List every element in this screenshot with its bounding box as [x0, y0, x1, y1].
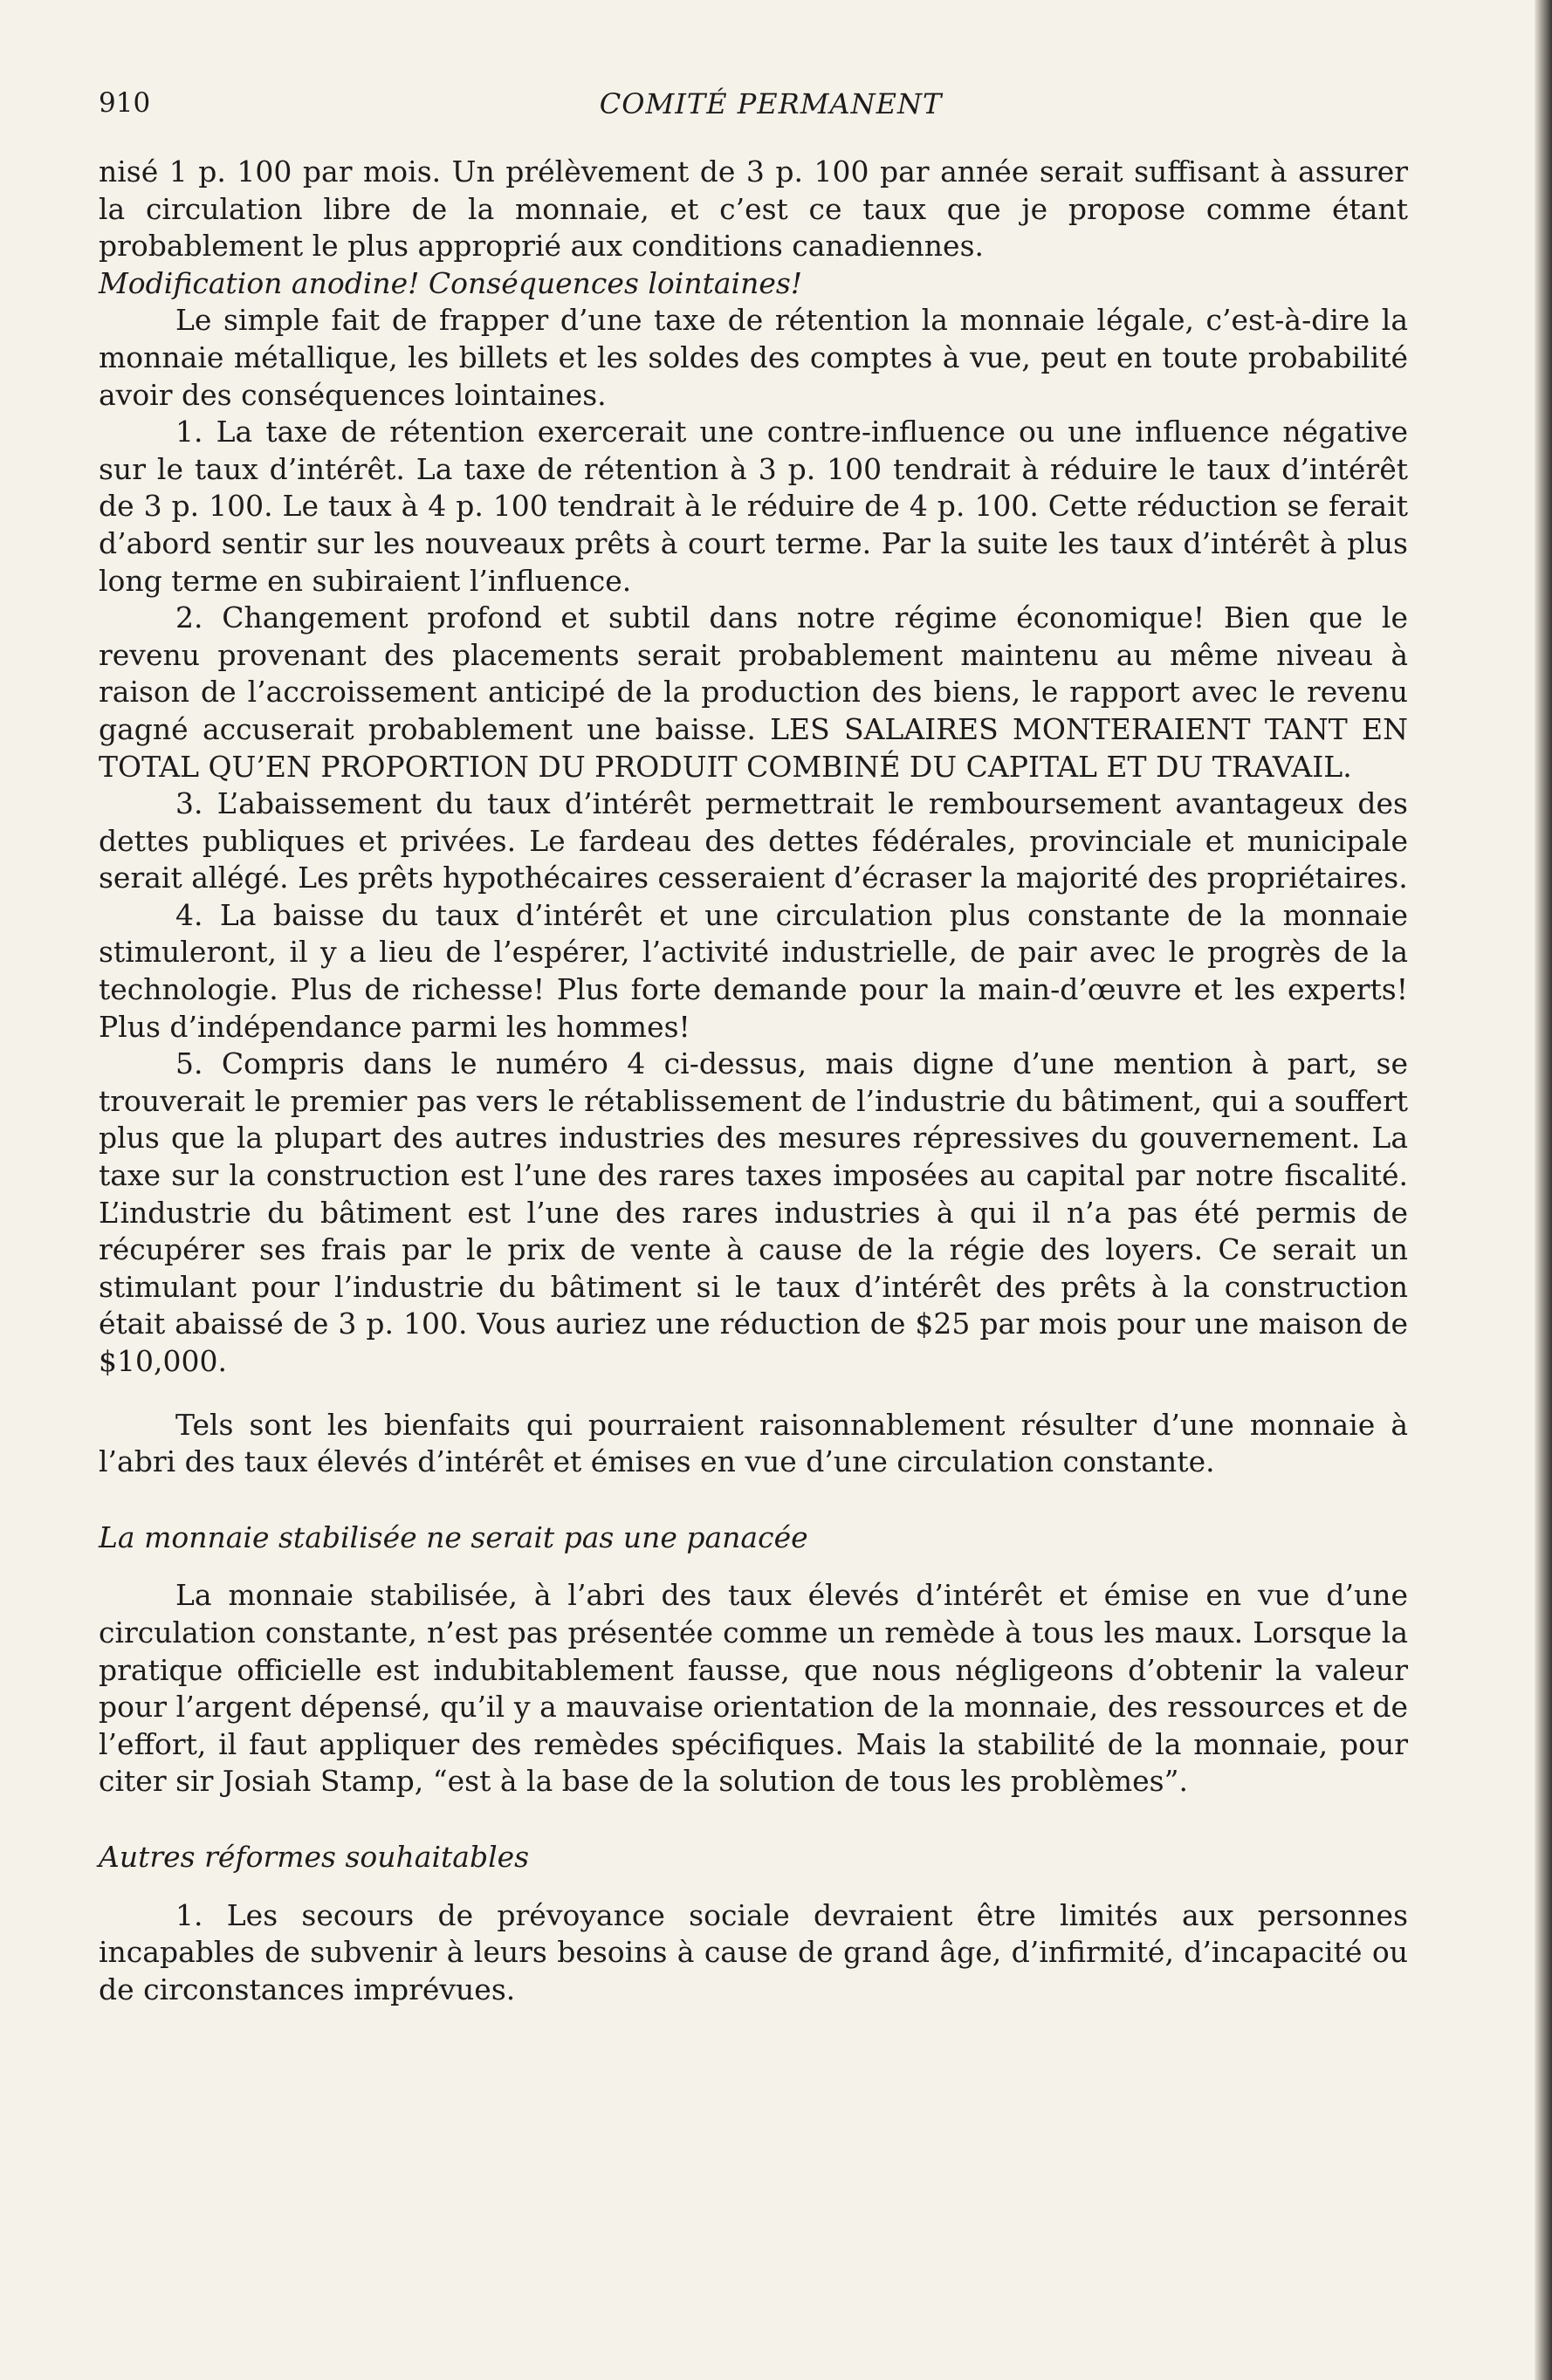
- paragraph: Tels sont les bienfaits qui pourraient raisonnablement résulter d’une monnaie à l’abri des taux élevés d’intérêt et émises en vue d’une circulation constante.: [99, 1407, 1408, 1479]
- paragraph: La monnaie stabilisée, à l’abri des taux élevés d’intérêt et émise en vue d’une circulation constante, n’est pas présentée comme un remède à tous les maux. Lorsque la pratique officielle est indubitablement fausse, que nous négligeons d’obtenir la valeur pour l’argent dépensé, qu’il y a mauvaise orientation de la monnaie, des ressources et de l’effort, il faut appliquer des remèdes spécifiques. Mais la stabilité de la monnaie, pour citer sir Josiah Stamp, “est à la base de la solution de tous les problèmes”.: [99, 1578, 1408, 1799]
- page-number: 910: [99, 87, 151, 119]
- paragraph: 4. La baisse du taux d’intérêt et une circulation plus constante de la monnaie stimuleront, il y a lieu de l’espérer, l’activité industrielle, de pair avec le progrès de la technologie. Plus de richesse! Plus forte demande pour la main-d’œuvre et les experts! Plus d’indépendance parmi les hommes!: [99, 897, 1408, 1044]
- paragraph: 2. Changement profond et subtil dans notre régime économique! Bien que le revenu provenant des placements serait probablement maintenu au même niveau à raison de l’accroissement anticipé de la production des biens, le rapport avec le revenu gagné accuserait probablement une baisse. LES SALAIRES MONTERAIENT TANT EN TOTAL QU’EN PROPORTION DU PRODUIT COMBINÉ DU CAPITAL ET DU TRAVAIL.: [99, 600, 1408, 784]
- page-edge-shadow: [1535, 0, 1552, 2380]
- paragraph: nisé 1 p. 100 par mois. Un prélèvement de 3 p. 100 par année serait suffisant à assurer la circulation libre de la monnaie, et c’est ce taux que je propose comme étant probablement le plus approprié aux conditions canadiennes.: [99, 154, 1408, 264]
- section-heading: Autres réformes souhaitables: [99, 1839, 530, 1874]
- spacer: [99, 1381, 1408, 1407]
- section-heading: Modification anodine! Conséquences lointaines!: [99, 265, 803, 300]
- running-title: COMITÉ PERMANENT: [599, 87, 943, 120]
- paragraph: Le simple fait de frapper d’une taxe de rétention la monnaie légale, c’est-à-dire la monnaie métallique, les billets et les soldes des comptes à vue, peut en toute probabilité avoir des conséquences lointaines.: [99, 303, 1408, 412]
- paragraph: 5. Compris dans le numéro 4 ci-dessus, mais digne d’une mention à part, se trouverait le premier pas vers le rétablissement de l’industrie du bâtiment, qui a souffert plus que la plupart des autres industries des mesures répressives du gouvernement. La taxe sur la construction est l’une des rares taxes imposées au capital par notre fiscalité. L’industrie du bâtiment est l’une des rares industries à qui il n’a pas été permis de récupérer ses frais par le prix de vente à cause de la régie des loyers. Ce serait un stimulant pour l’industrie du bâtiment si le taux d’intérêt des prêts à la construction était abaissé de 3 p. 100. Vous auriez une réduction de $25 par mois pour une maison de $10,000.: [99, 1046, 1408, 1378]
- section-heading: La monnaie stabilisée ne serait pas une panacée: [99, 1519, 808, 1554]
- paragraph: 1. La taxe de rétention exercerait une contre-influence ou une influence négative sur le taux d’intérêt. La taxe de rétention à 3 p. 100 tendrait à réduire le taux d’intérêt de 3 p. 100. Le taux à 4 p. 100 tendrait à le réduire de 4 p. 100. Cette réduction se ferait d’abord sentir sur les nouveaux prêts à court terme. Par la suite les taux d’intérêt à plus long terme en subiraient l’influence.: [99, 415, 1408, 598]
- paragraph: 3. L’abaissement du taux d’intérêt permettrait le remboursement avantageux des dettes publiques et privées. Le fardeau des dettes fédérales, provinciale et municipale serait allégé. Les prêts hypothécaires cesseraient d’écraser la majorité des propriétaires.: [99, 786, 1408, 895]
- paragraph: 1. Les secours de prévoyance sociale devraient être limités aux personnes incapables de subvenir à leurs besoins à cause de grand âge, d’infirmité, d’incapacité ou de circonstances imprévues.: [99, 1897, 1408, 2006]
- page-body: [99, 154, 1408, 2008]
- page-header: [99, 87, 1408, 131]
